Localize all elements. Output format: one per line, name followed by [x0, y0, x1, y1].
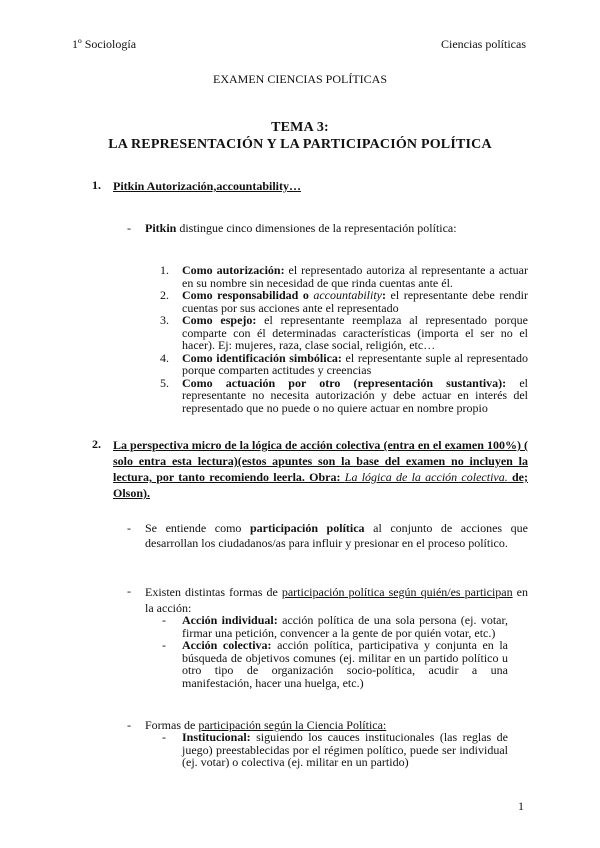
participation-types-list: [162, 614, 508, 689]
section-1-number: 1.: [92, 178, 101, 192]
list-term-colon: :: [382, 288, 387, 302]
list-text: acción política, participativa y conjunta en la búsqueda de objetivos comunes (ej. militar en un partido político u otro tipo de organización socio-política, acudir a una manifestación, hacer una huelga, etc.): [182, 638, 509, 690]
sub-dash: -: [162, 613, 166, 627]
list-item: [160, 264, 528, 289]
section-2-number: 2.: [92, 437, 101, 451]
list-text: el representante no necesita autorización y debe actuar en interés del representado que no puede o no quiere actuar en nombre propio: [182, 375, 528, 415]
institutional-list: [162, 731, 508, 769]
list-text: el representante suple al representado porque comparten actitudes y creencias: [182, 350, 528, 377]
list-item: [160, 314, 528, 352]
list-item: [160, 352, 528, 377]
forms-intro-end: en la acción:: [145, 585, 528, 615]
definition-text-end: al conjunto de acciones que desarrollan los ciudadanos/as para influir y presionar en el proceso político.: [145, 521, 528, 550]
pitkin-intro-text: distingue cinco dimensiones de la representación política:: [176, 221, 457, 235]
bullet-dash: -: [127, 221, 131, 235]
list-text: acción política de una sola persona (ej. votar, firmar una petición, convencer a la gente de por quién votar, etc.): [182, 613, 508, 640]
list-number: 4.: [160, 350, 169, 365]
header-course: 1º Sociología: [72, 37, 137, 51]
bullet-dash: -: [127, 718, 131, 732]
sub-dash: -: [162, 638, 166, 652]
section-2-title-end: de; Olson).: [113, 470, 528, 500]
topic-title: LA REPRESENTACIÓN Y LA PARTICIPACIÓN POLÍTICA: [108, 137, 492, 152]
page-number: 1: [518, 799, 524, 813]
list-term-italic: accountability: [313, 288, 383, 302]
list-number: 5.: [160, 375, 169, 390]
bullet-dash: -: [127, 584, 131, 598]
list-term: Acción individual:: [182, 613, 278, 627]
list-term: Como espejo:: [182, 313, 257, 327]
list-text: siguiendo los cauces institucionales (las reglas de juego) preestablecidas por el régimen político, puede ser individual (ej. votar) o colectiva (ej. militar en un partido): [182, 730, 508, 769]
participation-definition: [145, 521, 528, 551]
list-text: el representante reemplaza al representado porque comparte con él determinadas características (importa el ser no el hacer). Ej: mujeres, raza, clase social, religión, etc…: [182, 313, 528, 352]
topic-number: TEMA 3:: [271, 120, 329, 135]
participation-forms-intro: [145, 584, 528, 616]
list-item: [160, 377, 528, 415]
list-term: Como autorización:: [182, 263, 285, 277]
list-item: [162, 639, 508, 689]
section-2-title: [113, 437, 528, 501]
forms-intro-text: Existen distintas formas de: [145, 585, 282, 599]
ps-forms-underlined: participación según la Ciencia Política:: [198, 718, 387, 732]
forms-intro-underlined: participación política según quién/es participan: [281, 585, 513, 599]
list-item: [162, 731, 508, 769]
list-text: el representado autoriza al representante a actuar en su nombre sin necesidad de que rinda cuentas ante él.: [182, 263, 529, 290]
ps-forms-text: Formas de: [145, 718, 199, 732]
pitkin-name: Pitkin: [145, 221, 177, 235]
list-term: Institucional:: [182, 730, 251, 744]
header-subject: Ciencias políticas: [441, 37, 526, 51]
list-item: [162, 614, 508, 639]
list-number: 1.: [160, 263, 169, 277]
section-1-title: Pitkin Autorización,accountability…: [113, 179, 302, 193]
list-term: Acción colectiva:: [182, 638, 272, 652]
topic-heading: [0, 119, 600, 153]
list-term: Como identificación simbólica:: [182, 350, 342, 365]
list-number: 3.: [160, 313, 169, 327]
sub-dash: -: [162, 730, 166, 744]
pitkin-intro: [145, 221, 530, 236]
list-item: [160, 289, 528, 314]
list-number: 2.: [160, 288, 169, 302]
definition-text: Se entiende como: [145, 521, 250, 535]
book-title: La lógica de la acción colectiva.: [344, 470, 508, 484]
definition-term: participación política: [250, 521, 365, 535]
exam-title: EXAMEN CIENCIAS POLÍTICAS: [213, 72, 387, 86]
list-text: el representante debe rendir cuentas por sus acciones ante el representado: [182, 288, 528, 315]
list-term: Como actuación por otro (representación sustantiva):: [182, 375, 507, 390]
dimensions-list: [160, 264, 528, 414]
section-2-title-text: La perspectiva micro de la lógica de acción colectiva (entra en el examen 100%) ( solo entra esta lectura)(estos apuntes son la base del examen no incluyen la lectura, por tanto recomiendo leerla. Obra:: [113, 438, 528, 484]
list-term: Como responsabilidad o: [182, 288, 314, 302]
bullet-dash: -: [127, 521, 131, 535]
